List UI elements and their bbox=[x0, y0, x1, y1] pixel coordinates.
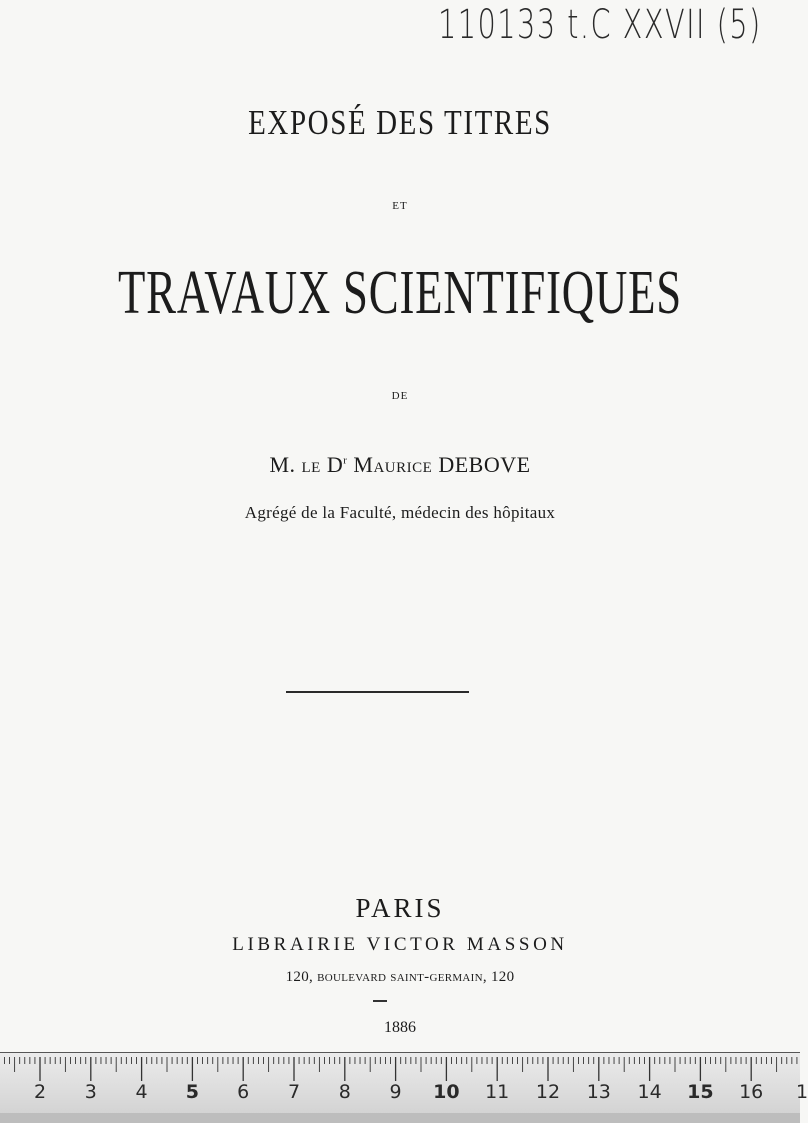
imprint-dash bbox=[373, 1000, 387, 1002]
measuring-ruler bbox=[0, 1052, 808, 1123]
ruler-label: 8 bbox=[338, 1081, 351, 1103]
address-number: 120, bbox=[285, 969, 314, 985]
ruler-label: 9 bbox=[389, 1081, 402, 1103]
author-title: $D^r$ bbox=[326, 452, 348, 477]
title-conjunction: ET bbox=[392, 200, 408, 212]
ruler-label: 16 bbox=[739, 1081, 764, 1103]
ruler-label: 11 bbox=[485, 1081, 510, 1103]
imprint-address bbox=[0, 969, 800, 986]
ruler-label: 10 bbox=[433, 1081, 460, 1103]
title-line-1: EXPOSÉ DES TITRES bbox=[248, 104, 552, 143]
ruler-label: 5 bbox=[185, 1081, 200, 1103]
author-prefix: M. bbox=[269, 452, 296, 477]
ruler-label: 15 bbox=[687, 1081, 714, 1103]
author-subtitle: Agrégé de la Faculté, médecin des hôpitaux bbox=[244, 503, 556, 522]
decorative-rule bbox=[286, 691, 469, 693]
main-title: TRAVAUX SCIENTIFIQUES bbox=[117, 258, 683, 328]
ruler-label: 14 bbox=[637, 1081, 662, 1103]
ruler-label: 13 bbox=[586, 1081, 611, 1103]
address-number-2: 120 bbox=[491, 969, 515, 985]
author-lastname: DEBOVE bbox=[438, 452, 531, 477]
ruler-label: 4 bbox=[135, 1081, 148, 1103]
ruler-label: 3 bbox=[84, 1081, 97, 1103]
imprint-publisher: LIBRAIRIE VICTOR MASSON bbox=[232, 934, 568, 955]
imprint-city: PARIS bbox=[355, 893, 445, 923]
author-title-sup: r bbox=[343, 454, 348, 467]
title-preposition: DE bbox=[391, 390, 409, 402]
author-article: le bbox=[301, 452, 321, 477]
ruler-label: 1 bbox=[795, 1081, 808, 1103]
ruler-label: 12 bbox=[535, 1081, 561, 1103]
handwritten-shelfmark: 110133 t.C XXVII (5) bbox=[438, 2, 762, 48]
author-line bbox=[0, 452, 800, 478]
ruler-edge bbox=[0, 1113, 800, 1123]
ruler-label: 2 bbox=[33, 1081, 47, 1103]
author-firstname: Maurice bbox=[353, 452, 433, 477]
address-street: boulevard saint-germain, bbox=[317, 969, 487, 985]
imprint-year: 1886 bbox=[384, 1019, 416, 1036]
ruler-label: 6 bbox=[237, 1081, 250, 1103]
ruler-label: 7 bbox=[287, 1081, 301, 1103]
